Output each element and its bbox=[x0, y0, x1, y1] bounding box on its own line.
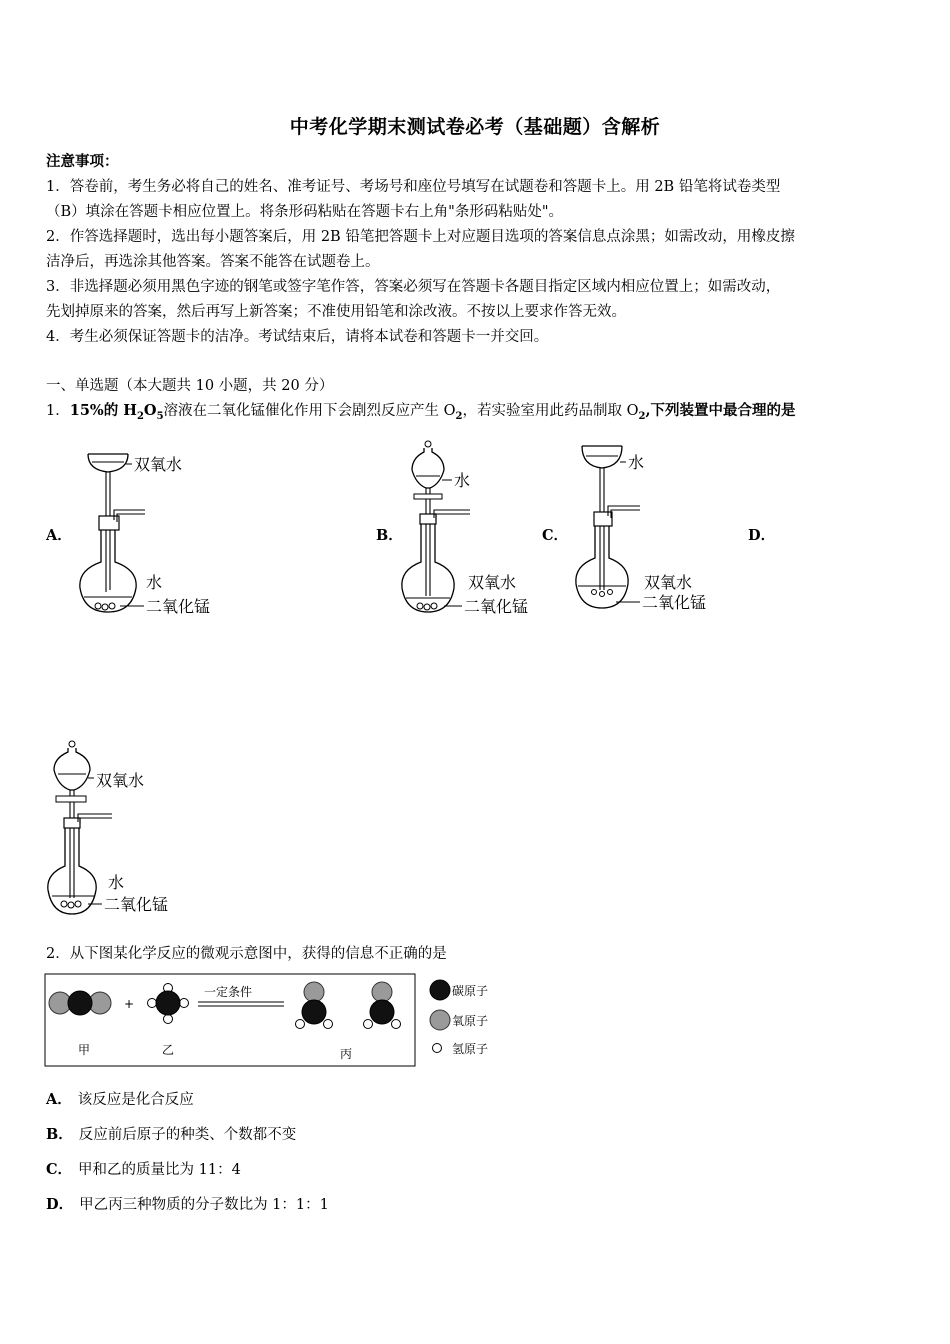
mno2-particle bbox=[424, 604, 430, 610]
label-text: 双氧水 bbox=[134, 455, 183, 474]
label-text: 二氧化锰 bbox=[464, 597, 529, 616]
delivery-tube bbox=[80, 818, 112, 824]
stopper bbox=[594, 512, 612, 526]
mno2-particle bbox=[417, 603, 423, 609]
legend-hydrogen-swatch bbox=[433, 1044, 442, 1053]
notice-line: 3．非选择题必须用黑色字迹的钢笔或签字笔作答，答案必须写在答题卡各题目指定区域内相应位置上；如需改动， bbox=[46, 279, 781, 295]
notice-line: 洁净后，再选涂其他答案。答案不能答在试题卷上。 bbox=[46, 254, 380, 270]
legend-carbon-swatch bbox=[430, 980, 450, 1000]
q2-option-b[interactable] bbox=[46, 1123, 296, 1144]
plus-sign: + bbox=[124, 997, 135, 1011]
q2-option-c[interactable] bbox=[46, 1158, 241, 1179]
flask bbox=[48, 828, 96, 914]
apparatus-a bbox=[70, 440, 230, 620]
option-text: 甲和乙的质量比为 11：4 bbox=[78, 1162, 241, 1178]
label-text: 水 bbox=[628, 453, 645, 472]
apparatus-c bbox=[568, 440, 728, 620]
notice-line: 先划掉原来的答案，然后再写上新答案；不准使用铅笔和涂改液。不按以上要求作答无效。 bbox=[46, 304, 626, 320]
carbon-atom bbox=[68, 991, 92, 1015]
option-letter: D． bbox=[46, 1196, 74, 1213]
notice-heading: 注意事项： bbox=[46, 153, 119, 170]
stem-part: 15%的 H bbox=[69, 402, 137, 419]
notice-line: 4．考生必须保证答题卡的洁净。考试结束后，请将本试卷和答题卡一并交回。 bbox=[46, 329, 549, 345]
funnel-bowl bbox=[582, 446, 622, 468]
subscript: 2 bbox=[638, 410, 646, 422]
legend-carbon-label: 碳原子 bbox=[452, 984, 489, 998]
mno2-particle bbox=[61, 901, 67, 907]
hydrogen-atom bbox=[180, 999, 189, 1008]
notice-line: 1．答卷前，考生务必将自己的姓名、准考证号、考场号和座位号填写在试题卷和答题卡上。用 2B 铅笔将试卷类型 bbox=[46, 179, 781, 195]
flask bbox=[576, 526, 628, 608]
label-text: 二氧化锰 bbox=[642, 593, 707, 612]
funnel-cap bbox=[69, 741, 75, 747]
subscript: 5 bbox=[156, 410, 164, 422]
label-text: 水 bbox=[108, 873, 125, 892]
stem-part: ,下列装置中最合理的是 bbox=[645, 402, 796, 419]
option-text: 该反应是化合反应 bbox=[77, 1092, 194, 1108]
subscript: 2 bbox=[136, 410, 144, 422]
carbon-atom bbox=[156, 991, 180, 1015]
legend-oxygen-label: 氧原子 bbox=[452, 1014, 489, 1028]
label-text: 水 bbox=[146, 573, 163, 592]
notice-line: （B）填涂在答题卡相应位置上。将条形码粘贴在答题卡右上角"条形码粘贴处"。 bbox=[46, 204, 563, 220]
q2-option-a[interactable] bbox=[46, 1088, 194, 1109]
hydrogen-atom bbox=[164, 1015, 173, 1024]
hydrogen-atom bbox=[148, 999, 157, 1008]
option-b-letter[interactable]: B． bbox=[376, 527, 403, 544]
subscript: 2 bbox=[455, 410, 463, 422]
oxygen-atom bbox=[372, 982, 392, 1002]
flask bbox=[402, 524, 454, 612]
question-1-stem bbox=[46, 401, 906, 427]
mno2-particle bbox=[75, 901, 81, 907]
mno2-particle bbox=[102, 604, 108, 610]
carbon-atom bbox=[370, 1000, 394, 1024]
funnel-cap bbox=[425, 441, 431, 447]
apparatus-b bbox=[398, 436, 548, 620]
option-d-letter[interactable]: D． bbox=[748, 527, 776, 544]
flask bbox=[80, 530, 136, 612]
legend-hydrogen-label: 氢原子 bbox=[452, 1042, 489, 1056]
option-c-letter[interactable]: C． bbox=[542, 527, 569, 544]
stopcock bbox=[414, 494, 442, 499]
label-text: 双氧水 bbox=[468, 573, 517, 592]
option-letter: A． bbox=[46, 1091, 72, 1108]
mno2-particle bbox=[68, 902, 74, 908]
option-text: 反应前后原子的种类、个数都不变 bbox=[78, 1127, 297, 1143]
label-text: 双氧水 bbox=[644, 573, 693, 592]
q2-option-d[interactable] bbox=[46, 1193, 329, 1214]
delivery-tube bbox=[117, 514, 145, 522]
delivery-tube bbox=[608, 506, 640, 516]
stopper bbox=[99, 516, 119, 530]
mno2-particle bbox=[600, 592, 605, 597]
hydrogen-atom bbox=[392, 1020, 401, 1029]
label-bing: 丙 bbox=[340, 1047, 353, 1061]
mno2-particle bbox=[608, 590, 613, 595]
page-title: 中考化学期末测试卷必考（基础题）含解析 bbox=[289, 116, 661, 138]
condition-label: 一定条件 bbox=[204, 985, 253, 999]
stem-part: 溶液在二氧化锰催化作用下会剧烈反应产生 O bbox=[163, 403, 456, 419]
reaction-diagram bbox=[44, 972, 514, 1068]
label-text: 二氧化锰 bbox=[146, 597, 211, 616]
label-jia: 甲 bbox=[78, 1043, 91, 1057]
mno2-particle bbox=[592, 590, 597, 595]
hydrogen-atom bbox=[364, 1020, 373, 1029]
stem-part: ，若实验室用此药品制取 O bbox=[462, 403, 639, 419]
mno2-particle bbox=[431, 603, 437, 609]
mno2-particle bbox=[109, 603, 115, 609]
oxygen-atom bbox=[304, 982, 324, 1002]
section-heading: 一、单选题（本大题共 10 小题，共 20 分） bbox=[46, 378, 334, 394]
notice-line: 2．作答选择题时，选出每小题答案后，用 2B 铅笔把答题卡上对应题目选项的答案信息点涂黑；如需改动，用橡皮擦 bbox=[46, 229, 795, 245]
separatory-funnel bbox=[412, 448, 444, 488]
carbon-atom bbox=[302, 1000, 326, 1024]
question-number: 1． bbox=[46, 403, 70, 419]
label-text: 双氧水 bbox=[96, 771, 145, 790]
delivery-tube bbox=[436, 514, 470, 521]
stopcock bbox=[56, 796, 86, 802]
hydrogen-atom bbox=[296, 1020, 305, 1029]
legend-oxygen-swatch bbox=[430, 1010, 450, 1030]
mno2-particle bbox=[95, 603, 101, 609]
label-text: 二氧化锰 bbox=[104, 895, 169, 914]
label-text: 水 bbox=[454, 471, 471, 490]
apparatus-d bbox=[44, 738, 194, 920]
question-2-stem: 2．从下图某化学反应的微观示意图中，获得的信息不正确的是 bbox=[46, 946, 447, 962]
hydrogen-atom bbox=[324, 1020, 333, 1029]
label-yi: 乙 bbox=[162, 1043, 175, 1057]
stem-part: O bbox=[143, 402, 157, 419]
option-letter: C． bbox=[46, 1161, 73, 1178]
option-text: 甲乙丙三种物质的分子数比为 1：1：1 bbox=[79, 1197, 329, 1213]
option-letter: B． bbox=[46, 1126, 73, 1143]
option-a-letter[interactable]: A． bbox=[46, 527, 72, 544]
funnel-bowl bbox=[88, 454, 128, 472]
separatory-funnel bbox=[54, 748, 90, 790]
delivery-tube bbox=[611, 510, 640, 518]
